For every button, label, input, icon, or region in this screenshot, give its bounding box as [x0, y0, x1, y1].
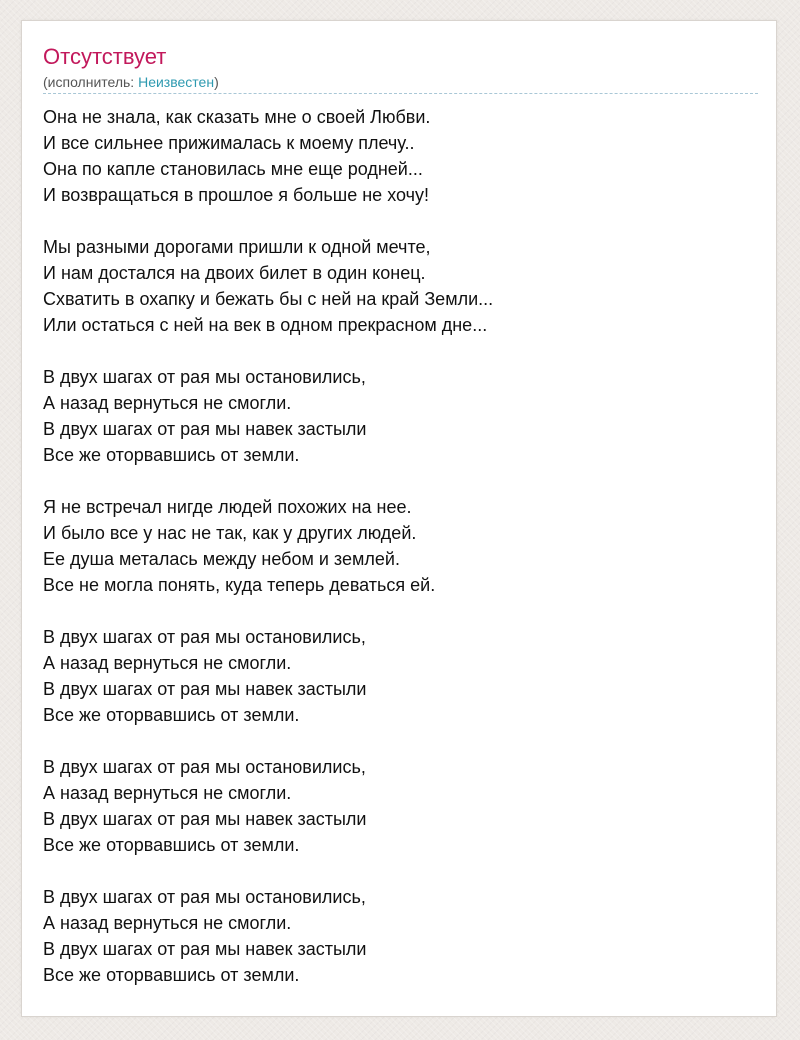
lyric-line: Мы разными дорогами пришли к одной мечте, — [43, 237, 431, 257]
lyric-line: Все же оторвавшись от земли. — [43, 835, 300, 855]
lyric-line: А назад вернуться не смогли. — [43, 783, 292, 803]
artist-prefix: (исполнитель: — [43, 74, 139, 90]
lyrics-text — [43, 104, 763, 1014]
lyric-line: Все не могла понять, куда теперь деваться ей. — [43, 575, 436, 595]
lyric-line: Она не знала, как сказать мне о своей Любви. — [43, 107, 431, 127]
lyric-line: А назад вернуться не смогли. — [43, 393, 292, 413]
lyric-line: В двух шагах от рая мы остановились, — [43, 887, 366, 907]
lyrics-card — [21, 20, 777, 1017]
stanza — [43, 624, 763, 728]
lyric-line: Все же оторвавшись от земли. — [43, 965, 300, 985]
lyric-line: А назад вернуться не смогли. — [43, 653, 292, 673]
lyric-line: И нам достался на двоих билет в один конец. — [43, 263, 426, 283]
lyric-line: Схватить в охапку и бежать бы с ней на край Земли... — [43, 289, 494, 309]
artist-line — [43, 73, 219, 91]
lyric-line: Все же оторвавшись от земли. — [43, 445, 300, 465]
lyric-line: В двух шагах от рая мы остановились, — [43, 367, 366, 387]
lyric-line: В двух шагах от рая мы навек застыли — [43, 939, 367, 959]
song-title: Отсутствует — [43, 44, 167, 69]
lyric-line: Она по капле становилась мне еще родней... — [43, 159, 423, 179]
lyric-line: В двух шагах от рая мы навек застыли — [43, 679, 367, 699]
lyric-line: И возвращаться в прошлое я больше не хочу! — [43, 185, 429, 205]
lyric-line: И все сильнее прижималась к моему плечу.. — [43, 133, 415, 153]
stanza — [43, 494, 763, 598]
artist-link[interactable]: Неизвестен — [138, 74, 215, 90]
stanza — [43, 884, 763, 988]
stanza — [43, 754, 763, 858]
lyric-line: В двух шагах от рая мы остановились, — [43, 627, 366, 647]
stanza — [43, 364, 763, 468]
stanza — [43, 104, 763, 208]
lyric-line: Я не встречал нигде людей похожих на нее. — [43, 497, 412, 517]
lyric-line: В двух шагах от рая мы навек застыли — [43, 809, 367, 829]
divider — [43, 93, 758, 94]
lyric-line: Или остаться с ней на век в одном прекрасном дне... — [43, 315, 488, 335]
lyric-line: И было все у нас не так, как у других людей. — [43, 523, 417, 543]
lyric-line: Все же оторвавшись от земли. — [43, 705, 300, 725]
lyric-line: В двух шагах от рая мы остановились, — [43, 757, 366, 777]
lyric-line: А назад вернуться не смогли. — [43, 913, 292, 933]
lyric-line: Ее душа металась между небом и землей. — [43, 549, 400, 569]
stanza — [43, 234, 763, 338]
artist-suffix: ) — [214, 74, 219, 90]
lyric-line: В двух шагах от рая мы навек застыли — [43, 419, 367, 439]
